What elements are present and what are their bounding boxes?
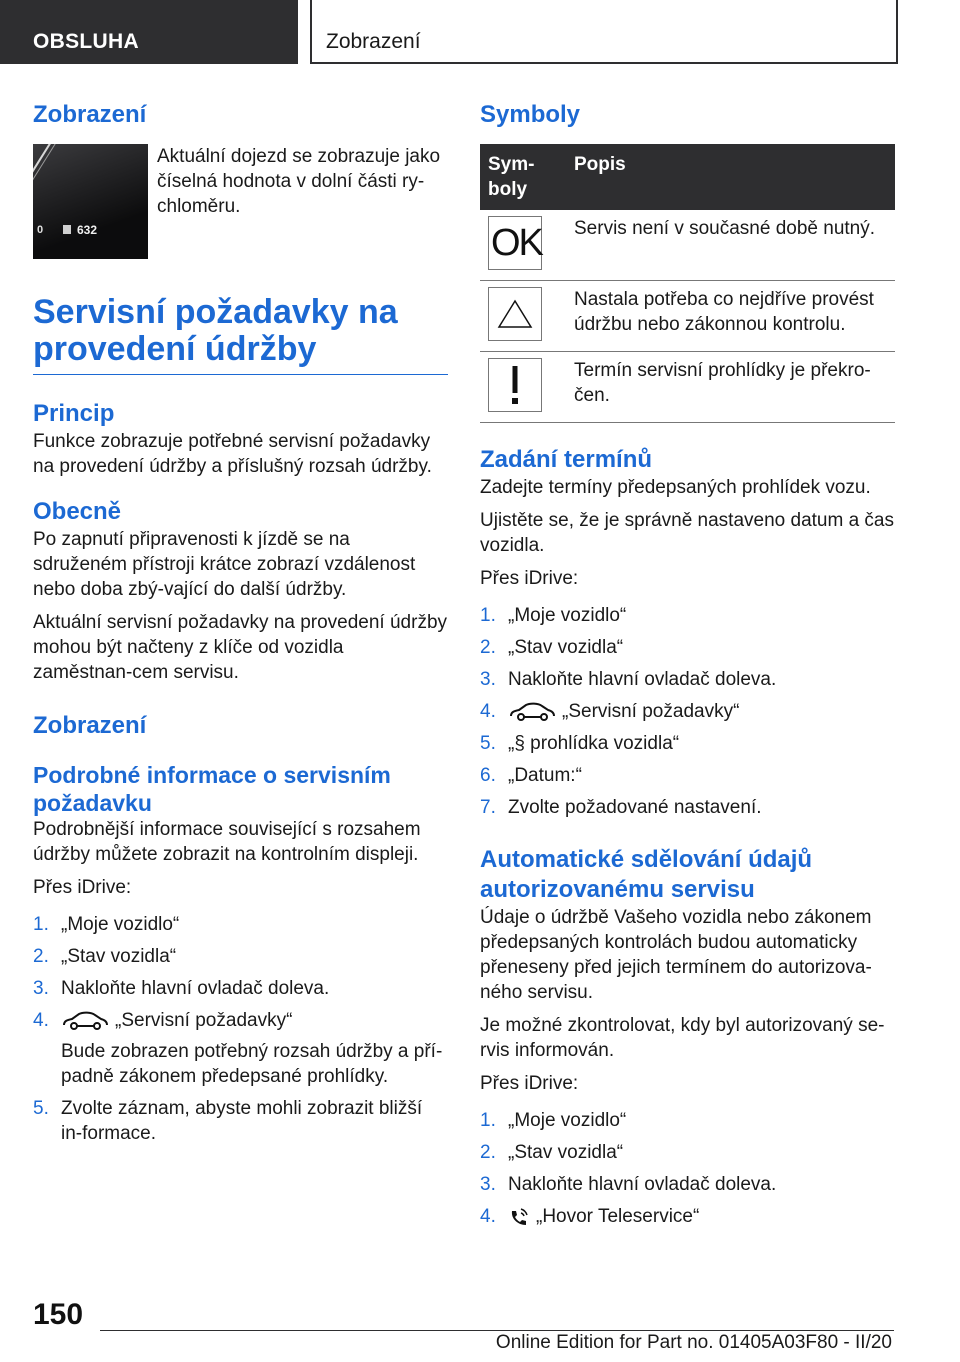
teleservice-icon — [508, 1207, 530, 1227]
column-header-symbol: Sym-boly — [480, 144, 566, 210]
list-item: 5. „§ prohlídka vozidla“ — [480, 733, 680, 754]
auto-heading: Automatické sdělování údajů autorizovanému servisu — [480, 846, 813, 903]
auto-steps — [480, 1108, 895, 1229]
date-heading: Zadání termínů — [480, 446, 653, 473]
warning-triangle-icon — [488, 287, 542, 341]
list-item: 4. „Hovor Teleservice“ — [480, 1206, 700, 1227]
auto-text-1: Údaje o údržbě Vašeho vozidla nebo zákonem předepsaných kontrolách budou automaticky přeneseny před jejich termínem do autorizova-ného servisu. — [480, 907, 872, 1003]
list-item: 3. Nakloňte hlavní ovladač doleva. — [480, 669, 777, 690]
list-item: 4. „Servisní požadavky“ Bude zobrazen potřebný rozsah údržby a pří-padně zákonem předepsané prohlídky. — [33, 1010, 443, 1087]
details-text: Podrobnější informace související s rozsahem údržby můžete zobrazit na kontrolním displeji. — [33, 819, 421, 865]
principle-heading: Princip — [33, 400, 115, 427]
details-steps — [33, 912, 448, 1146]
list-item: 3. Nakloňte hlavní ovladač doleva. — [33, 978, 330, 999]
display-text: Aktuální dojezd se zobrazuje jako číselná hodnota v dolní části ry-chloměru. — [157, 146, 441, 217]
via-idrive-label: Přes iDrive: — [33, 877, 132, 898]
exclamation-icon — [488, 358, 542, 412]
display-block — [33, 144, 448, 260]
main-heading: Servisní požadavky na provedení údržby — [33, 293, 398, 368]
general-heading: Obecně — [33, 498, 122, 525]
footer-rule — [100, 1330, 894, 1331]
date-steps — [480, 603, 895, 820]
car-icon — [61, 1011, 109, 1031]
list-item: 2. „Stav vozidla“ — [480, 1142, 624, 1163]
edition-text: Online Edition for Part no. 01405A03F80 - II/20 — [495, 1332, 892, 1353]
general-text-2: Aktuální servisní požadavky na provedení údržby mohou být načteny z klíče od vozidla zaměstnan-cem servisu. — [33, 612, 448, 683]
cluster-display-image — [33, 144, 148, 259]
details-heading: Podrobné informace o servisním požadavku — [33, 762, 391, 816]
principle-text: Funkce zobrazuje potřebné servisní požadavky na provedení údržby a příslušný rozsah údržby. — [33, 431, 432, 477]
needle-shadow-graphic — [33, 144, 68, 209]
page-number: 150 — [33, 1298, 84, 1331]
symbols-table — [480, 144, 895, 423]
date-text-1: Zadejte termíny předepsaných prohlídek vozu. — [480, 477, 871, 498]
date-text-2: Ujistěte se, že je správně nastaveno datum a čas vozidla. — [480, 510, 895, 556]
chapter-title: Zobrazení — [326, 30, 421, 53]
table-row: OK Servis není v současné době nutný. — [480, 210, 895, 281]
list-item: 6. „Datum:“ — [480, 765, 582, 786]
gauge-zero: 0 — [37, 224, 44, 236]
chapter-tab — [310, 0, 898, 64]
table-row: Nastala potřeba co nejdříve provést údržbu nebo zákonnou kontrolu. — [480, 281, 895, 352]
ok-icon: OK — [488, 216, 542, 270]
fuel-pump-icon — [63, 225, 71, 234]
table-row: Termín servisní prohlídky je překro-čen. — [480, 352, 895, 423]
via-idrive-label: Přes iDrive: — [480, 568, 579, 589]
car-icon — [508, 702, 556, 722]
range-value: 632 — [77, 223, 98, 237]
list-item: 2. „Stav vozidla“ — [33, 946, 177, 967]
auto-text-2: Je možné zkontrolovat, kdy byl autorizovaný se-rvis informován. — [480, 1015, 885, 1061]
list-item: 1. „Moje vozidlo“ — [480, 605, 627, 626]
list-item: 4. „Servisní požadavky“ — [480, 701, 740, 722]
list-item: 1. „Moje vozidlo“ — [33, 914, 180, 935]
left-column — [33, 100, 448, 1153]
general-text-1: Po zapnutí připravenosti k jízdě se na sdruženém přístroji krátce zobrazí vzdálenost nebo doba zbý-vající do další údržby. — [33, 529, 416, 600]
display-heading: Zobrazení — [33, 101, 147, 128]
via-idrive-label: Přes iDrive: — [480, 1073, 579, 1094]
section-title: OBSLUHA — [33, 30, 139, 53]
list-item: 5. Zvolte záznam, abyste mohli zobrazit bližší in-formace. — [33, 1098, 423, 1144]
list-item: 7. Zvolte požadované nastavení. — [480, 797, 762, 818]
column-header-description: Popis — [566, 144, 895, 210]
right-column — [480, 100, 895, 1236]
list-item: 3. Nakloňte hlavní ovladač doleva. — [480, 1174, 777, 1195]
section-tab — [0, 0, 298, 64]
display2-heading: Zobrazení — [33, 712, 147, 739]
list-item: 1. „Moje vozidlo“ — [480, 1110, 627, 1131]
list-item: 2. „Stav vozidla“ — [480, 637, 624, 658]
symbols-heading: Symboly — [480, 101, 581, 128]
